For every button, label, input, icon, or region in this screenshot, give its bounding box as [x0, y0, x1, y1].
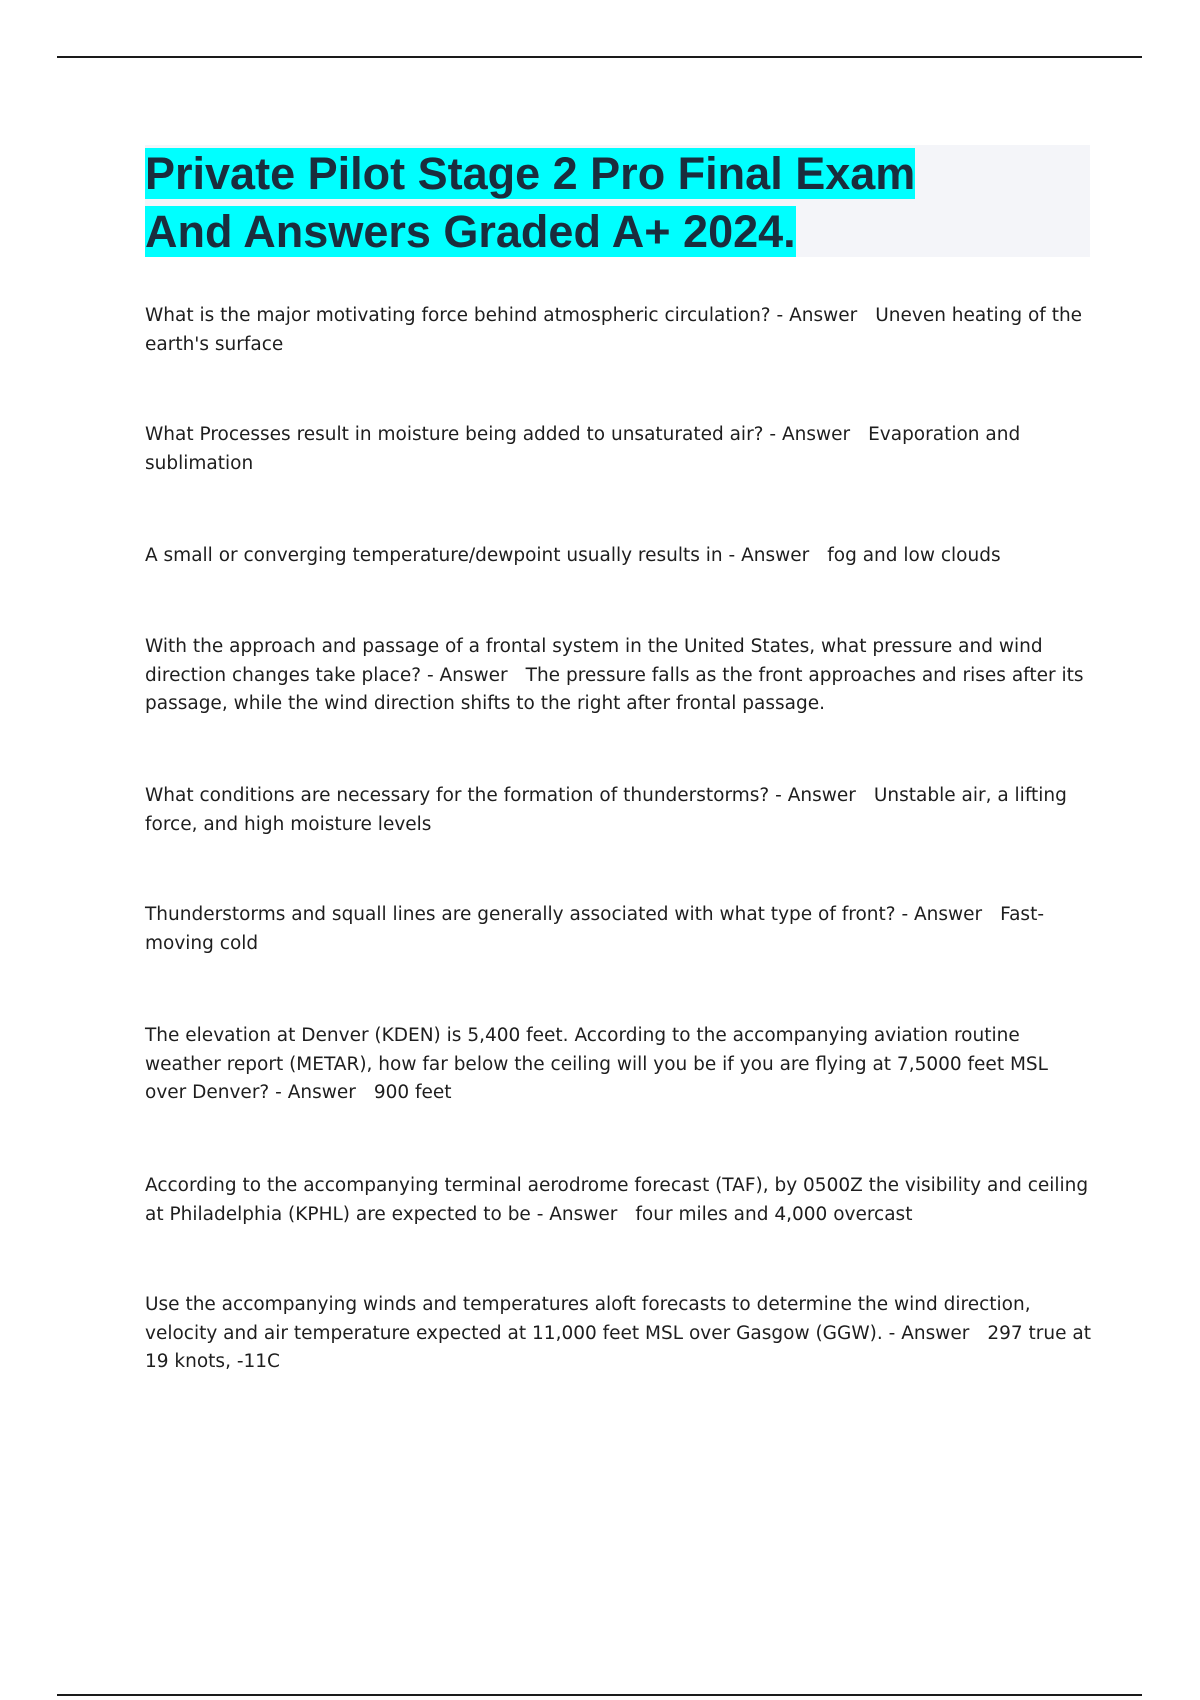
title-line-2: And Answers Graded A+ 2024. — [145, 206, 796, 257]
answer-text: four miles and 4,000 overcast — [635, 1203, 913, 1225]
document-title — [145, 145, 1090, 261]
answer-marker: - Answer — [901, 904, 983, 925]
answer-marker: - Answer — [728, 545, 810, 566]
page-bottom-rule — [57, 1694, 1142, 1696]
qa-item — [145, 782, 1095, 839]
qa-item — [145, 901, 1095, 958]
qa-item — [145, 633, 1095, 719]
answer-marker: - Answer — [888, 1322, 970, 1344]
answer-marker: - Answer — [776, 305, 858, 326]
answer-text: fog and low clouds — [827, 545, 1001, 566]
answer-text: Uneven heating of the earth's surface — [145, 305, 1083, 355]
answer-text: 900 feet — [373, 1082, 452, 1103]
title-block — [145, 145, 1090, 257]
answer-text: The pressure falls as the front approaches and rises after its passage, while the wind direction shifts to the right after frontal passage. — [145, 664, 1084, 714]
qa-item — [145, 1172, 1095, 1229]
question-text: The elevation at Denver (KDEN) is 5,400 feet. According to the accompanying aviation routine weather report (METAR), how far below the ceiling will you be if you are flying at 7,5000 feet MSL over Denver? — [145, 1025, 1048, 1103]
answer-marker: - Answer — [775, 785, 856, 806]
question-text: A small or converging temperature/dewpoint usually results in — [145, 545, 723, 566]
qa-item — [145, 302, 1095, 359]
answer-text: Evaporation and sublimation — [145, 424, 1021, 474]
page-top-rule — [57, 56, 1142, 58]
title-line-1: Private Pilot Stage 2 Pro Final Exam — [145, 148, 916, 199]
question-text: Thunderstorms and squall lines are generally associated with what type of front? — [145, 904, 896, 925]
qa-item — [145, 1291, 1095, 1377]
question-text: Use the accompanying winds and temperatures aloft forecasts to determine the wind direction, velocity and air temperature expected at 11,000 feet MSL over Gasgow (GGW). — [145, 1294, 1031, 1344]
question-text: With the approach and passage of a frontal system in the United States, what pressure and wind direction changes take place? — [145, 636, 1043, 686]
answer-marker: - Answer — [536, 1203, 618, 1225]
answer-marker: - Answer — [275, 1082, 356, 1103]
question-text: What Processes result in moisture being added to unsaturated air? — [145, 424, 764, 445]
qa-item — [145, 421, 1095, 478]
question-text: According to the accompanying terminal aerodrome forecast (TAF), by 0500Z the visibility and ceiling at Philadelphia (KPHL) are expected to be — [145, 1175, 1089, 1225]
answer-marker: - Answer — [426, 664, 508, 686]
qa-item — [145, 1022, 1095, 1108]
question-text: What is the major motivating force behind atmospheric circulation? — [145, 305, 771, 326]
answer-text: Fast-moving cold — [145, 904, 1045, 954]
qa-item — [145, 542, 1095, 571]
answer-text: 297 true at 19 knots, -11C — [145, 1322, 1091, 1372]
answer-text: Unstable air, a lifting force, and high moisture levels — [145, 785, 1067, 835]
question-text: What conditions are necessary for the formation of thunderstorms? — [145, 785, 770, 806]
answer-marker: - Answer — [769, 424, 851, 445]
